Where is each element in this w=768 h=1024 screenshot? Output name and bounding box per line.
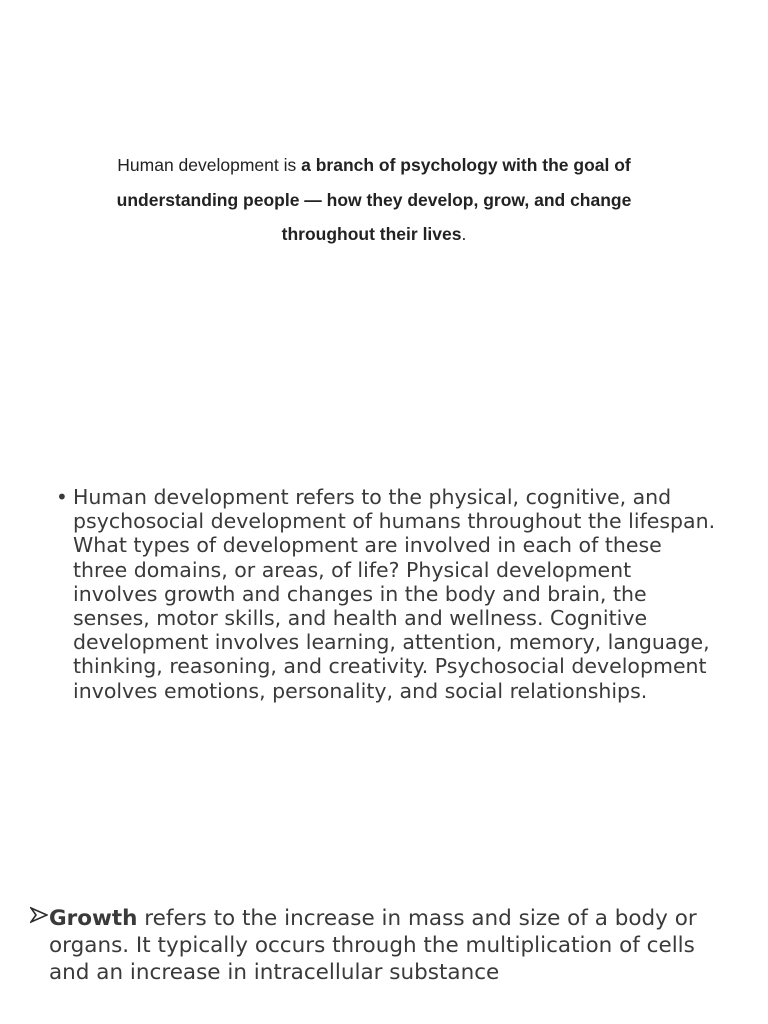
- growth-definition: refers to the increase in mass and size of a body or organs. It typically occurs through the multiplication of cells and an increase in intracellular substance: [49, 906, 697, 985]
- bullet-dot-icon: •: [56, 485, 68, 509]
- intro-bold-definition: a branch of psychology with the goal of understanding people — how they develop, grow, and change throughout their lives: [116, 155, 632, 244]
- growth-paragraph: [30, 905, 730, 986]
- arrow-bullet-icon: [30, 906, 48, 924]
- intro-lead: Human development is: [117, 155, 302, 175]
- growth-term: Growth: [49, 906, 138, 931]
- intro-paragraph: [84, 148, 664, 252]
- bullet-text: Human development refers to the physical, cognitive, and psychosocial development of humans throughout the lifespan. What types of development are involved in each of these three domains, or areas, of life? Physical development involves growth and changes in the body and brain, the senses, motor skills, and health and wellness. Cognitive development involves learning, attention, memory, language, thinking, reasoning, and creativity. Psychosocial development involves emotions, personality, and social relationships.: [73, 485, 716, 703]
- intro-end: .: [461, 224, 467, 244]
- bullet-paragraph: [56, 485, 716, 703]
- growth-text: [49, 905, 730, 986]
